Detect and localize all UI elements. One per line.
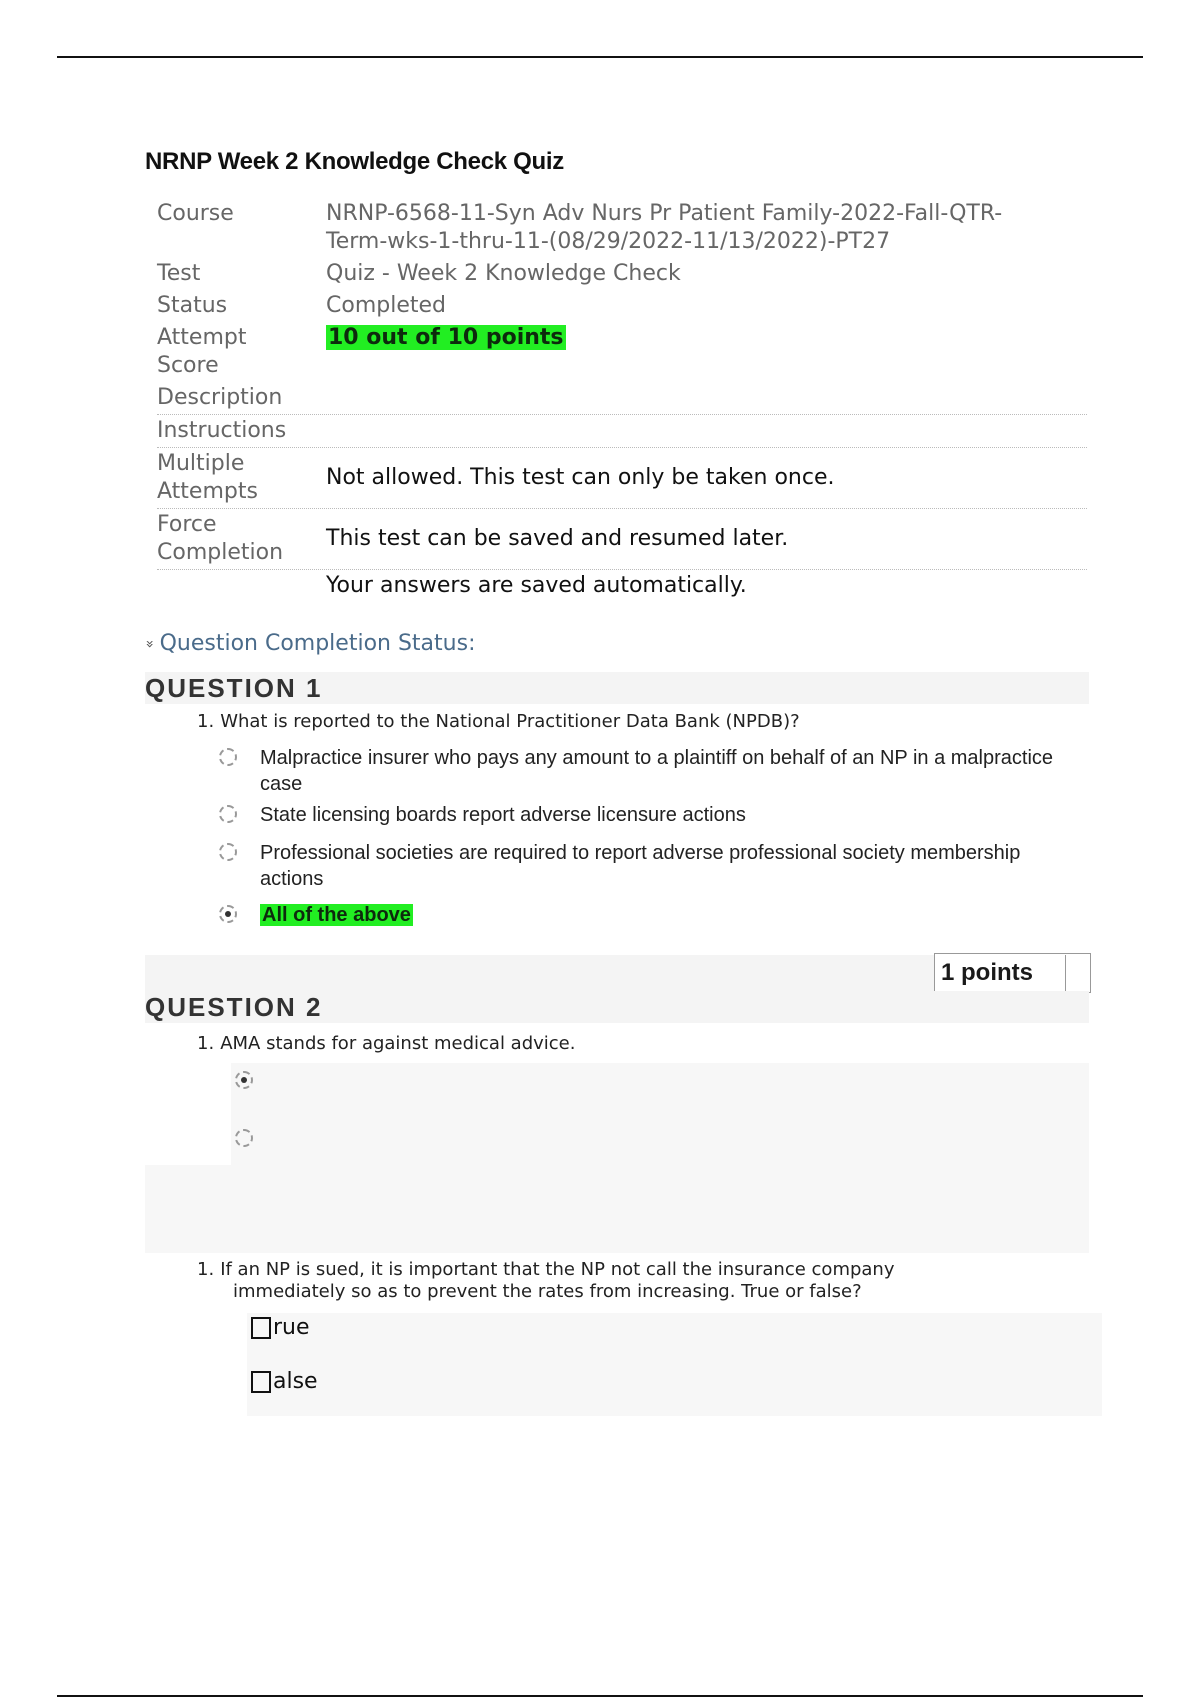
attempt-score-highlight: 10 out of 10 points — [328, 325, 564, 350]
info-row-test — [157, 258, 1087, 290]
radio-button-icon[interactable] — [219, 805, 237, 823]
bottom-rule — [57, 1695, 1143, 1697]
description-value — [326, 382, 1087, 414]
course-label: Course — [157, 201, 234, 226]
question-1-heading: QUESTION 1 — [145, 672, 1089, 704]
false-checkbox-icon[interactable] — [251, 1371, 271, 1393]
attempt-label — [157, 322, 326, 382]
question-3-prompt-line1: If an NP is sued, it is important that the NP not call the insurance company — [220, 1259, 895, 1280]
points-box — [934, 953, 1091, 993]
info-row-status — [157, 290, 1087, 322]
false-option[interactable] — [251, 1369, 318, 1394]
question-3-prompt-line2: immediately so as to prevent the rates from increasing. True or false? — [233, 1281, 862, 1302]
force-label-line1: Force — [157, 512, 217, 537]
multiple-attempts-label — [157, 448, 326, 508]
answer-option-3-line1: Professional societies are required to report adverse professional society membership — [260, 842, 1021, 864]
question-3-answer-area — [247, 1313, 1102, 1416]
answer-option-1-line1: Malpractice insurer who pays any amount to a plaintiff on behalf of an NP in a malpractice — [260, 747, 1054, 769]
answer-option-2[interactable] — [219, 802, 1089, 828]
info-row-force-completion — [157, 509, 1087, 570]
test-value: Quiz - Week 2 Knowledge Check — [326, 261, 681, 286]
question-1-number: 1. — [197, 711, 215, 732]
test-label: Test — [157, 261, 201, 286]
question-2-footer-bar — [145, 1165, 1089, 1253]
attempt-label-line2: Score — [157, 353, 219, 378]
false-option-label: alse — [273, 1369, 318, 1394]
test-info-table — [157, 198, 1087, 602]
multiple-label-line2: Attempts — [157, 479, 258, 504]
question-2-number: 1. — [197, 1033, 215, 1054]
answer-option-3-line2: actions — [260, 868, 324, 890]
question-3-number: 1. — [197, 1259, 215, 1280]
autosave-value: Your answers are saved automatically. — [326, 573, 747, 598]
instructions-label: Instructions — [157, 418, 287, 443]
double-chevron-down-icon: » — [141, 639, 158, 649]
instructions-value — [326, 415, 1087, 447]
radio-button-selected-icon[interactable] — [219, 905, 237, 923]
page-title: NRNP Week 2 Knowledge Check Quiz — [145, 148, 564, 175]
correct-answer-highlight: All of the above — [262, 904, 411, 926]
description-label: Description — [157, 385, 283, 410]
question-3-text — [197, 1259, 895, 1303]
true-option[interactable] — [251, 1315, 310, 1340]
course-value-line1: NRNP-6568-11-Syn Adv Nurs Pr Patient Family-2022-Fall-QTR- — [326, 201, 1003, 226]
answer-option-3[interactable] — [219, 840, 1089, 892]
info-row-description — [157, 382, 1087, 415]
autosave-label — [157, 570, 326, 602]
multiple-label-line1: Multiple — [157, 451, 245, 476]
force-label-line2: Completion — [157, 540, 284, 565]
attempt-value — [326, 322, 1087, 354]
attempt-label-line1: Attempt — [157, 325, 247, 350]
answer-option-2-text: State licensing boards report adverse licensure actions — [260, 804, 746, 826]
radio-button-icon[interactable] — [235, 1129, 253, 1147]
radio-button-icon[interactable] — [219, 748, 237, 766]
answer-option-1-line2: case — [260, 773, 303, 795]
multiple-attempts-value: Not allowed. This test can only be taken once. — [326, 465, 835, 490]
info-row-attempt — [157, 322, 1087, 382]
status-value: Completed — [326, 293, 446, 318]
answer-option-3-text — [260, 840, 1020, 892]
status-label: Status — [157, 293, 228, 318]
question-2-answer-area — [231, 1063, 1089, 1181]
answer-option-1[interactable] — [219, 745, 1089, 797]
points-label: 1 points — [941, 959, 1034, 986]
question-2-prompt: AMA stands for against medical advice. — [220, 1033, 576, 1054]
force-completion-label — [157, 509, 326, 569]
course-value-line2: Term-wks-1-thru-11-(08/29/2022-11/13/2022)-PT27 — [326, 229, 891, 254]
question-1-prompt: What is reported to the National Practitioner Data Bank (NPDB)? — [220, 711, 800, 732]
true-option-label: rue — [273, 1315, 310, 1340]
points-empty-cell — [1065, 955, 1088, 991]
info-row-instructions — [157, 415, 1087, 448]
answer-option-4[interactable] — [219, 902, 1089, 928]
question-2-option-2[interactable] — [235, 1126, 265, 1147]
true-checkbox-icon[interactable] — [251, 1317, 271, 1339]
question-completion-status-toggle[interactable] — [141, 631, 476, 656]
radio-button-selected-icon[interactable] — [235, 1071, 253, 1089]
info-row-multiple-attempts — [157, 448, 1087, 509]
course-value — [326, 198, 1087, 258]
question-2-heading: QUESTION 2 — [145, 991, 1089, 1023]
info-row-course — [157, 198, 1087, 258]
question-2-option-1[interactable] — [235, 1068, 265, 1089]
radio-button-icon[interactable] — [219, 843, 237, 861]
answer-option-4-text — [260, 902, 413, 928]
top-rule — [57, 56, 1143, 58]
question-2-text — [197, 1033, 575, 1055]
info-row-autosave — [157, 570, 1087, 602]
force-completion-value: This test can be saved and resumed later. — [326, 526, 789, 551]
answer-option-1-text — [260, 745, 1053, 797]
question-completion-status-label: Question Completion Status: — [159, 631, 476, 656]
question-1-text — [197, 711, 800, 733]
